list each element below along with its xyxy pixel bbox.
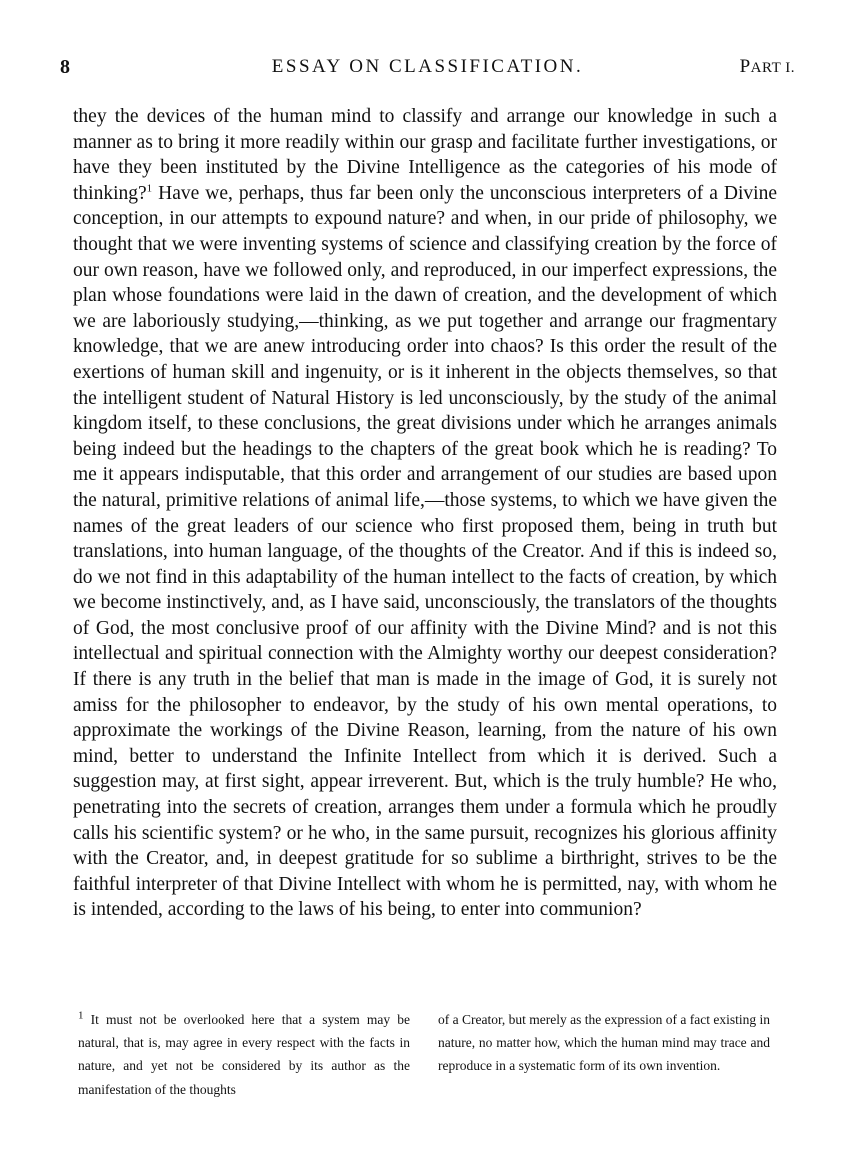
paragraph	[73, 104, 777, 923]
footnote-left-column	[78, 1008, 410, 1101]
part-label-rest: ART I.	[750, 60, 795, 76]
running-title: ESSAY ON CLASSIFICATION.	[271, 56, 584, 77]
part-label-initial: P	[739, 56, 751, 77]
page-number: 8	[60, 56, 71, 78]
part-label	[740, 56, 795, 78]
page-header	[60, 56, 795, 86]
paragraph-rest: Have we, perhaps, thus far been only the unconscious interpreters of a Divine conception, in our attempts to expound nature? and when, in our pride of philosophy, we thought that we were inventing systems of science and classifying creation by the force of our own reason, have we followed only, and reproduced, in our imperfect expressions, the plan whose foundations were laid in the dawn of creation, and the development of which we are laboriously studying,—thinking, as we put together and arrange our fragmentary knowledge, that we are anew introducing order into chaos? Is this order the result of the exertions of human skill and ingenuity, or is it inherent in the objects themselves, so that the intelligent student of Natural History is led unconsciously, by the study of the animal kingdom itself, to these conclusions, the great divisions under which he arranges animals being indeed but the headings to the chapters of the great book which he is reading? To me it appears indisputable, that this order and arrangement of our studies are based upon the natural, primitive relations of animal life,—those systems, to which we have given the names of the great leaders of our science who first proposed them, being in truth but translations, into human language, of the thoughts of the Creator. And if this is indeed so, do we not find in this adaptability of the human intellect to the facts of creation, by which we become instinctively, and, as I have said, unconsciously, the translators of the thoughts of God, the most conclusive proof of our affinity with the Divine Mind? and is not this intellectual and spiritual connection with the Almighty worthy our deepest consideration? If there is any truth in the belief that man is made in the image of God, it is surely not amiss for the philosopher to endeavor, by the study of his own mental operations, to approximate the workings of the Divine Reason, learning, from the nature of his own mind, better to understand the Infinite Intellect from which it is derived. Such a suggestion may, at first sight, appear irreverent. But, which is the truly humble? He who, penetrating into the secrets of creation, arranges them under a formula which he proudly calls his scientific system? or he who, in the same pursuit, recognizes his glorious affinity with the Creator, and, in deepest gratitude for so sublime a birthright, strives to be the faithful interpreter of that Divine Intellect with whom he is permitted, nay, with whom he is intended, according to the laws of his being, to enter into communion?	[73, 182, 777, 921]
footnote-right-column: of a Creator, but merely as the expression of a fact existing in nature, no matter how, which the human mind may trace and reproduce in a systematic form of its own invention.	[438, 1012, 770, 1074]
footnote-text-left: It must not be overlooked here that a system may be natural, that is, may agree in every respect with the facts in nature, and yet not be considered by its author as the manifestation of the thoughts	[78, 1012, 410, 1097]
footnote-reference: 1	[146, 182, 153, 195]
main-text	[73, 104, 777, 923]
paragraph-start: they the devices of the human mind to classify and arrange our knowledge in such a manner as to bring it more readily within our grasp and facilitate further investigations, or have they been instituted by the Divine Intelligence as the categories of his mode of thinking?	[73, 106, 777, 204]
footnote-mark: 1	[78, 1009, 84, 1022]
